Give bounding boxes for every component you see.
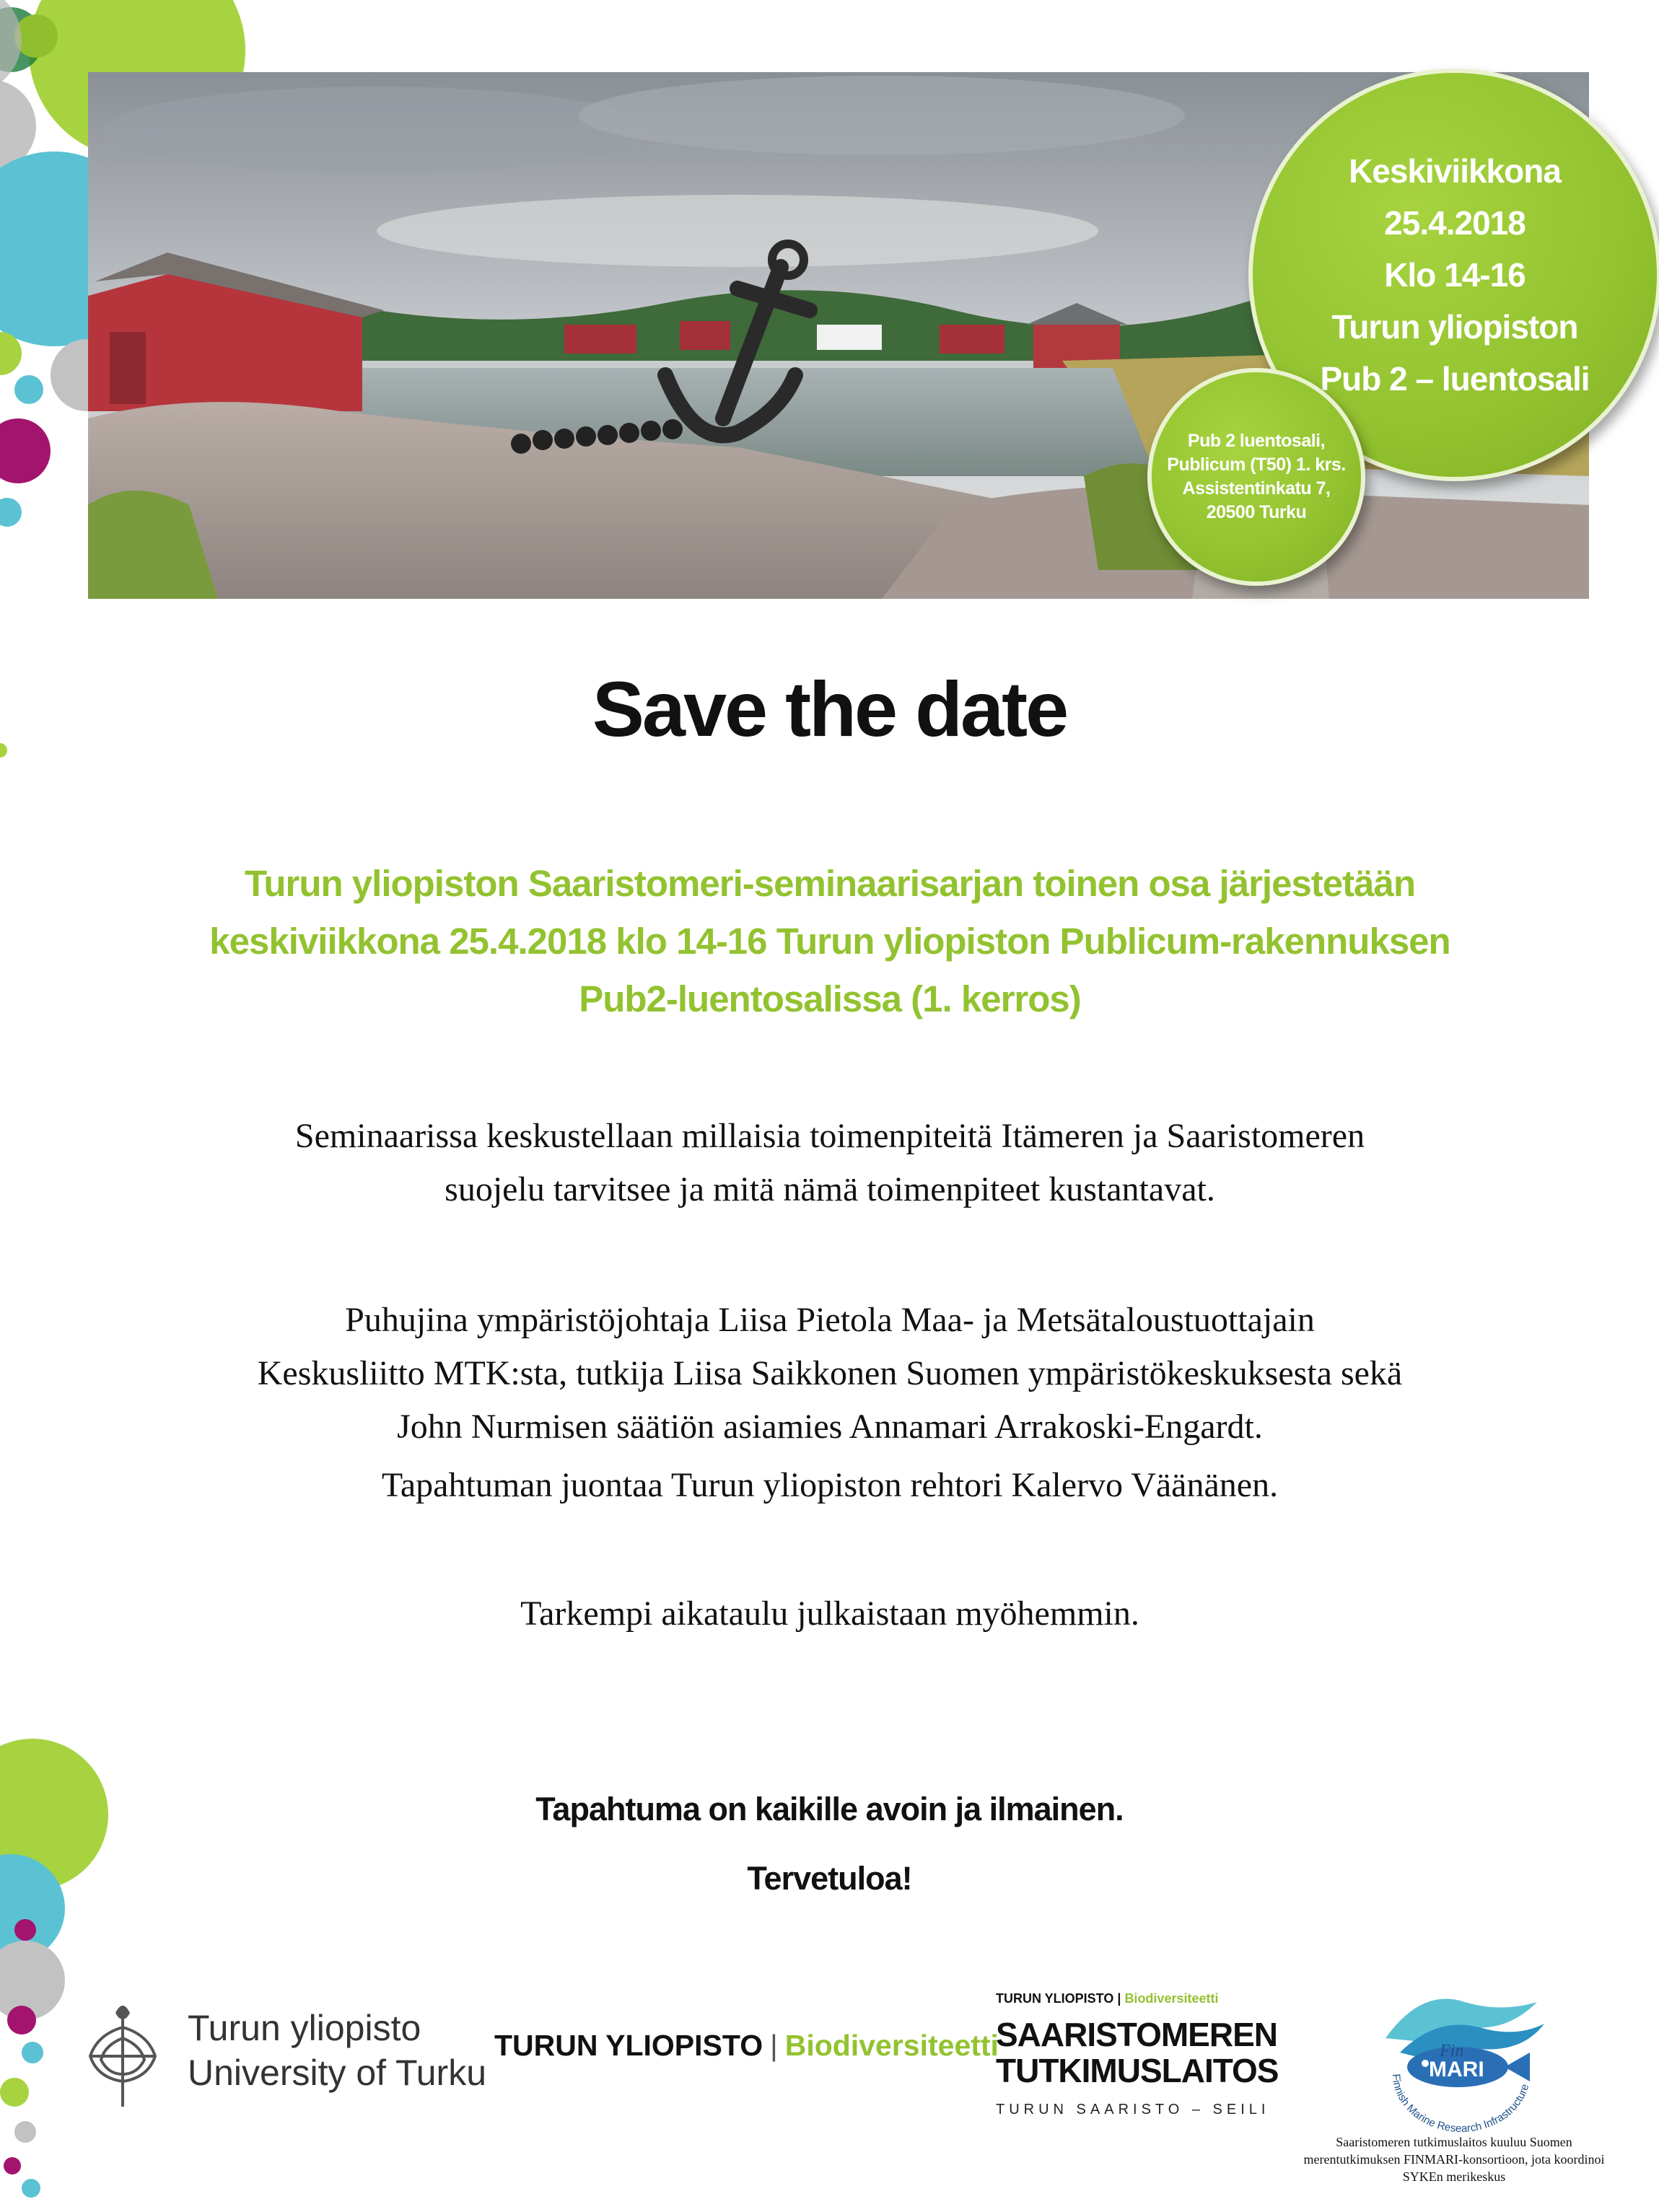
university-name-fi: Turun yliopisto: [188, 2008, 421, 2048]
str-logo-header: [996, 1991, 1278, 2006]
str-logo-unit: Biodiversiteetti: [1124, 1991, 1219, 2006]
paragraph-line: Keskusliitto MTK:sta, tutkija Liisa Saikkonen Suomen ympäristökeskuksesta sekä: [257, 1354, 1403, 1392]
description-paragraph: [72, 1110, 1588, 1216]
closing-line: Tapahtuma on kaikille avoin ja ilmainen.: [535, 1791, 1124, 1827]
finmari-fin-text: Fin: [1440, 2042, 1464, 2060]
bio-logo-separator: |: [770, 2029, 778, 2062]
subtitle-line: Pub2-luentosalissa (1. kerros): [579, 978, 1081, 1019]
subtitle-line: Turun yliopiston Saaristomeri-seminaarisarjan toinen osa järjestetään: [244, 863, 1416, 904]
finmari-mari-text: MARI: [1429, 2058, 1484, 2081]
bubble: [14, 1919, 36, 1941]
bubble: [0, 498, 22, 527]
bubble: [14, 375, 43, 404]
bio-logo-unit: Biodiversiteetti: [784, 2029, 999, 2062]
host-paragraph: Tapahtuman juontaa Turun yliopiston rehtori Kalervo Väänänen.: [381, 1466, 1279, 1504]
badge-organizer: Turun yliopiston: [1331, 308, 1578, 346]
str-logo-separator: |: [1117, 1991, 1121, 2006]
page-title: Save the date: [592, 665, 1067, 752]
paragraph-line: Seminaarissa keskustellaan millaisia toimenpiteitä Itämeren ja Saaristomeren: [294, 1117, 1365, 1155]
schedule-note: Tarkempi aikataulu julkaistaan myöhemmin.: [520, 1594, 1139, 1633]
bubble: [7, 2006, 36, 2035]
event-location-badge: [1147, 368, 1365, 586]
str-logo-name-line: TUTKIMUSLAITOS: [996, 2052, 1279, 2089]
bubble: [14, 2121, 36, 2143]
badge-date: 25.4.2018: [1384, 204, 1526, 242]
closing-line: Tervetuloa!: [747, 1860, 912, 1897]
paragraph-line: John Nurmisen säätiön asiamies Annamari Arrakoski-Engardt.: [397, 1408, 1263, 1446]
str-logo-university: TURUN YLIOPISTO: [996, 1991, 1114, 2006]
event-subtitle: [87, 855, 1573, 1028]
location-city: 20500 Turku: [1206, 502, 1307, 522]
bio-logo-university: TURUN YLIOPISTO: [494, 2029, 763, 2062]
str-logo-location: TURUN SAARISTO – SEILI: [996, 2102, 1270, 2117]
subtitle-line: keskiviikkona 25.4.2018 klo 14-16 Turun yliopiston Publicum-rakennuksen: [209, 921, 1450, 962]
university-name-en: University of Turku: [188, 2053, 487, 2093]
bubble: [0, 418, 51, 483]
bubble: [0, 2078, 29, 2107]
bubble: [0, 1941, 65, 2020]
finmari-logo: [1357, 1973, 1559, 2132]
closing-message: [0, 1775, 1659, 1913]
paragraph-line: suojelu tarvitsee ja mitä nämä toimenpiteet kustantavat.: [445, 1170, 1215, 1208]
location-street: Assistentinkatu 7,: [1182, 478, 1331, 499]
note-line: merentutkimuksen FINMARI-konsortioon, jota koordinoi: [1303, 2152, 1605, 2167]
badge-weekday: Keskiviikkona: [1349, 152, 1561, 190]
badge-room: Pub 2 – luentosali: [1320, 360, 1590, 398]
badge-time: Klo 14-16: [1384, 256, 1526, 294]
location-building: Publicum (T50) 1. krs.: [1167, 455, 1346, 475]
str-logo-name: [996, 2016, 1278, 2089]
note-line: Saaristomeren tutkimuslaitos kuuluu Suomen: [1336, 2135, 1572, 2149]
bubble: [22, 2042, 43, 2063]
finmari-ring-path-text: Finnish Marine Research Infrastructure: [1389, 2073, 1532, 2132]
university-name: [188, 2006, 486, 2095]
note-line: SYKEn merikeskus: [1402, 2169, 1506, 2184]
bubble: [4, 2157, 21, 2174]
finmari-consortium-note: [1259, 2133, 1649, 2185]
speakers-paragraph: [72, 1294, 1588, 1454]
paragraph-line: Puhujina ympäristöjohtaja Liisa Pietola Maa- ja Metsätaloustuottajain: [345, 1301, 1315, 1339]
bubble: [22, 2179, 40, 2198]
biodiversity-logo: [494, 2029, 999, 2063]
torch-emblem-icon: [76, 1998, 170, 2114]
finmari-wave-fish-icon: [1357, 1973, 1559, 2132]
archipelago-research-institute-logo: [996, 1991, 1278, 2118]
location-room: Pub 2 luentosali,: [1187, 431, 1326, 451]
str-logo-name-line: SAARISTOMEREN: [996, 2016, 1277, 2053]
